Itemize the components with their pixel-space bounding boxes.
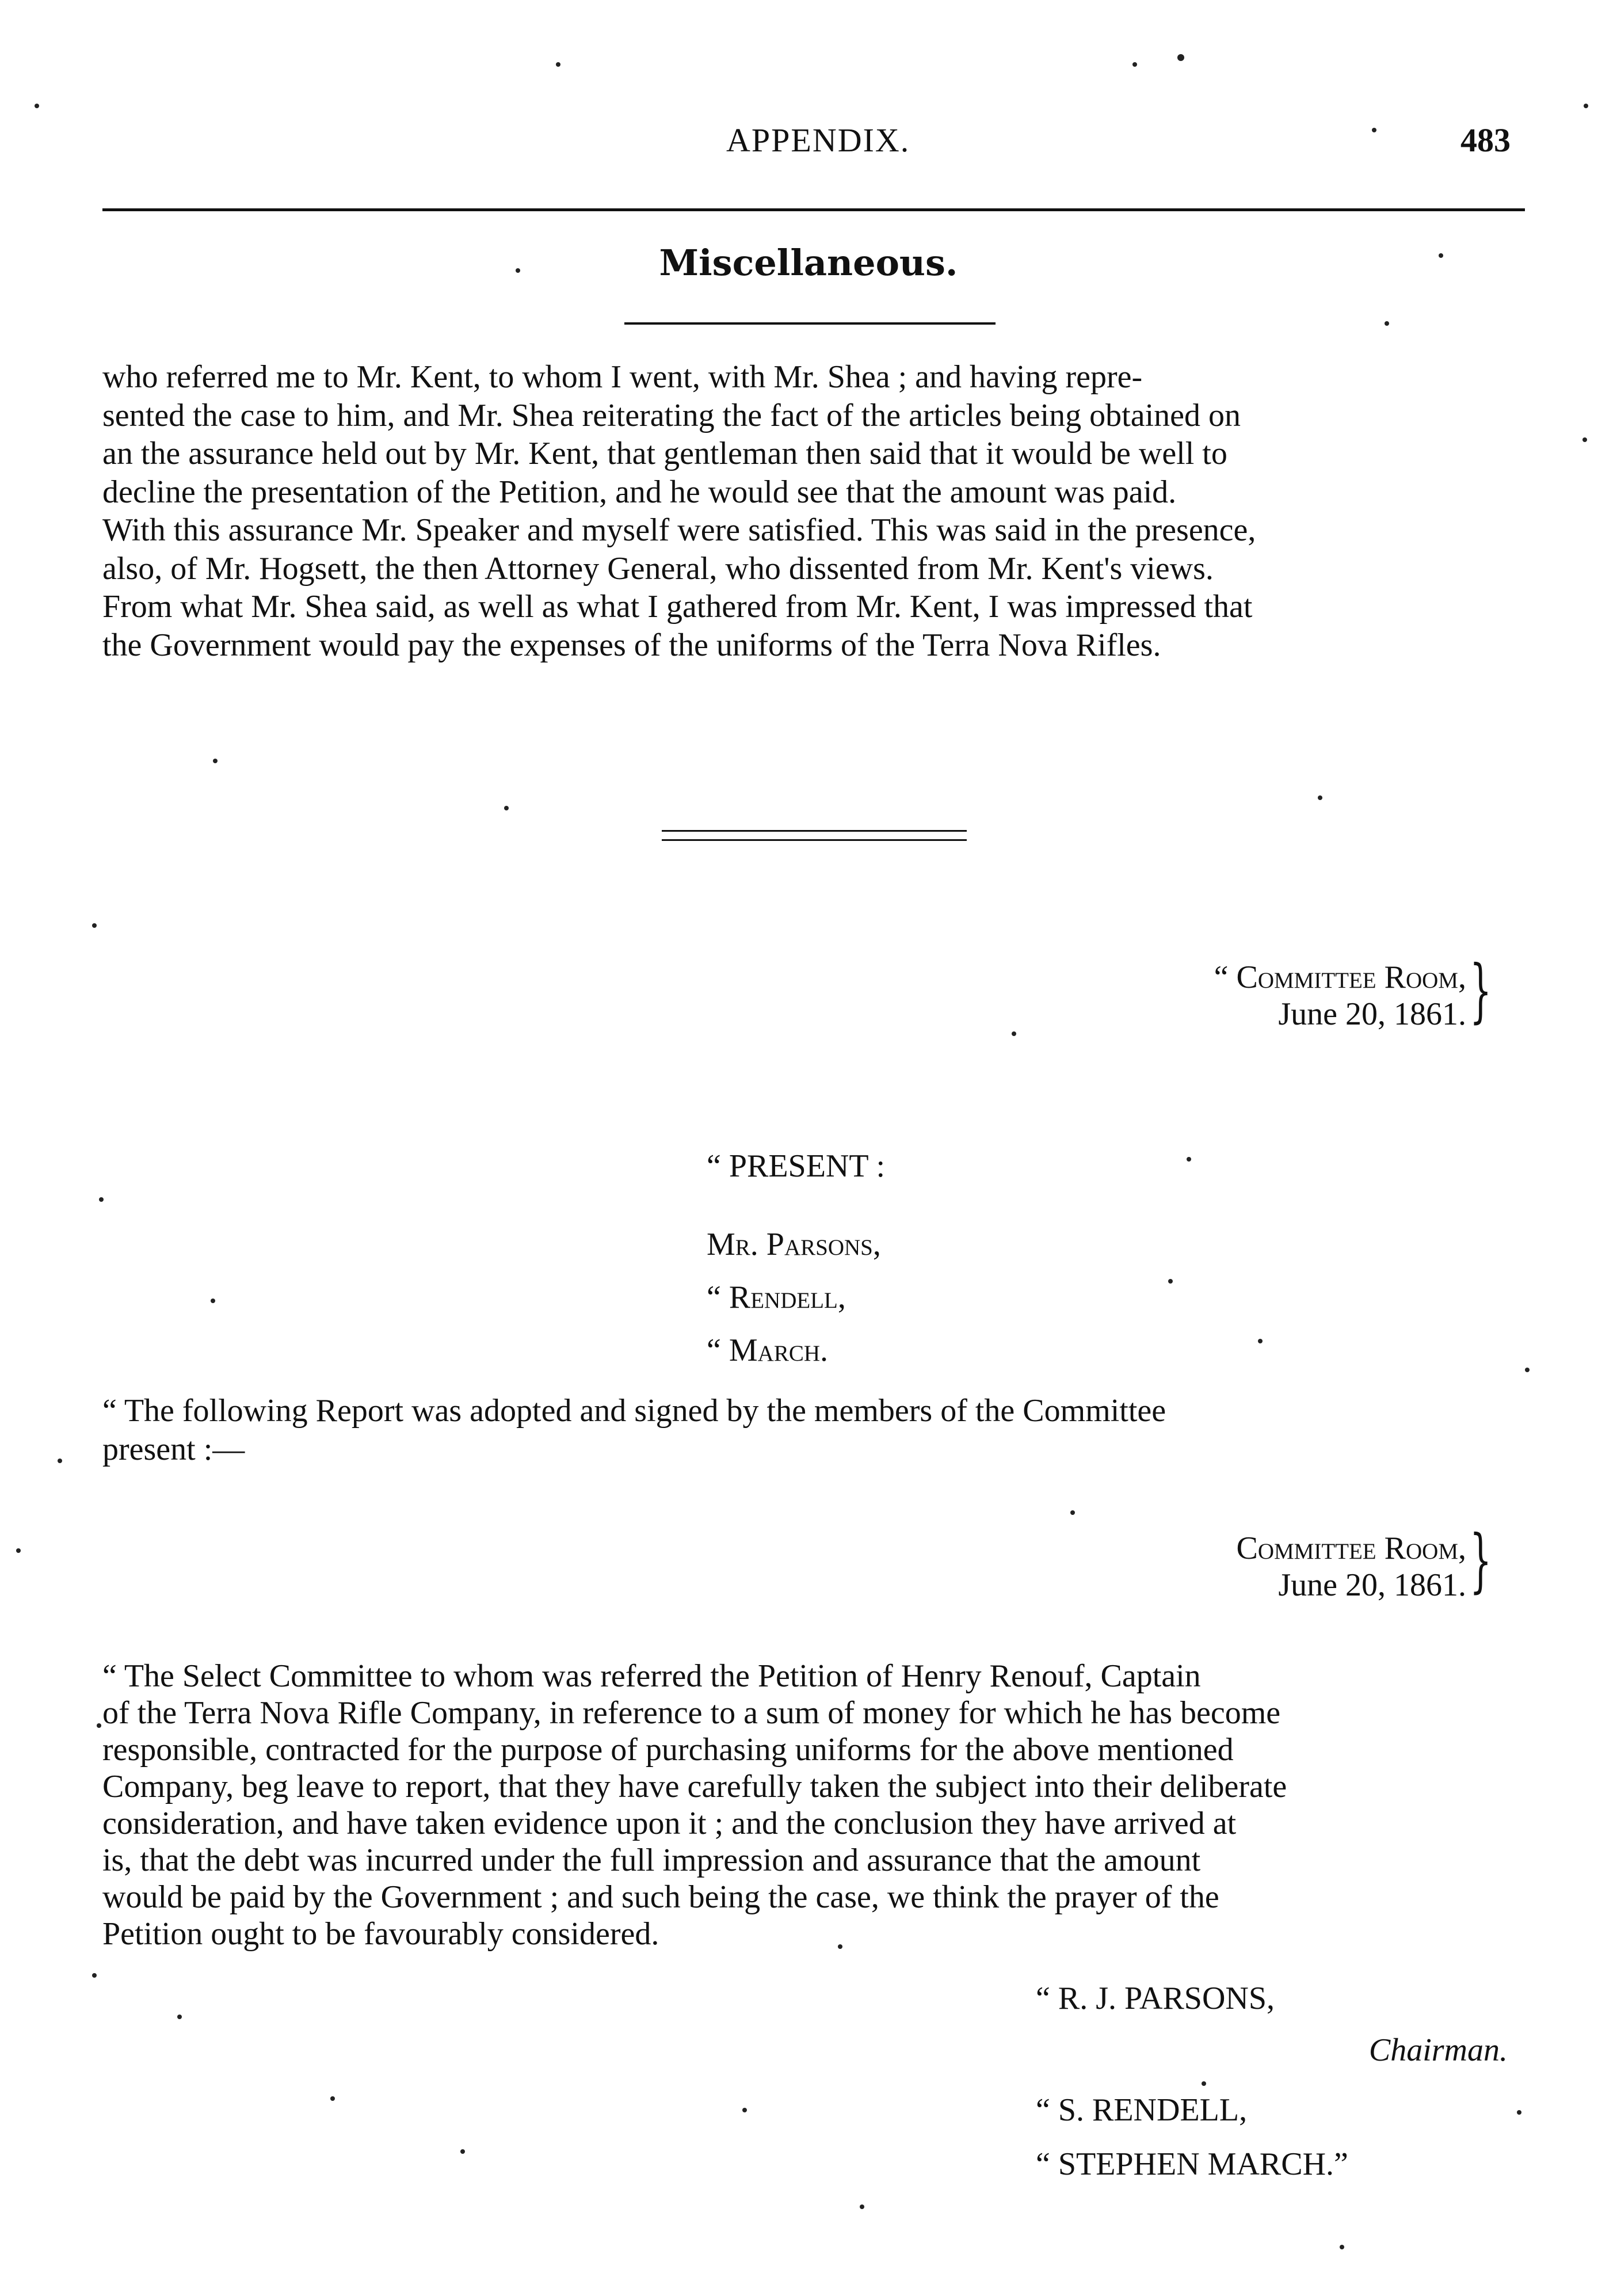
present-heading: “ PRESENT : xyxy=(707,1148,886,1184)
scan-speck xyxy=(97,1723,101,1728)
scan-speck xyxy=(330,2096,335,2101)
text-line: From what Mr. Shea said, as well as what I gathered from Mr. Kent, I was impressed that xyxy=(102,589,1253,625)
text-line: With this assurance Mr. Speaker and myself were satisfied. This was said in the presence, xyxy=(102,512,1256,548)
header-rule xyxy=(102,208,1525,211)
separator-rule-top xyxy=(662,830,967,832)
scan-speck xyxy=(1584,104,1588,108)
text-line: would be paid by the Government ; and such being the case, we think the prayer of the xyxy=(102,1879,1219,1915)
scan-speck xyxy=(1132,62,1137,67)
text-line: the Government would pay the expenses of the uniforms of the Terra Nova Rifles. xyxy=(102,627,1161,663)
scan-speck xyxy=(1168,1279,1173,1284)
section-rule xyxy=(624,322,996,325)
scan-speck xyxy=(1202,2081,1206,2086)
text-line: also, of Mr. Hogsett, the then Attorney General, who dissented from Mr. Kent's views. xyxy=(102,550,1214,587)
scan-speck xyxy=(99,1197,104,1202)
scan-speck xyxy=(1318,795,1322,800)
testimony-paragraph xyxy=(102,358,1525,664)
scan-speck xyxy=(213,759,218,763)
text-line: is, that the debt was incurred under the full impression and assurance that the amount xyxy=(102,1842,1201,1878)
text-line: Company, beg leave to report, that they have carefully taken the subject into their deliberate xyxy=(102,1769,1287,1804)
scan-speck xyxy=(1525,1368,1530,1372)
scan-speck xyxy=(1012,1031,1016,1036)
scan-speck xyxy=(1385,321,1389,326)
scan-speck xyxy=(35,104,39,108)
signature-rendell: “ S. RENDELL, xyxy=(1036,2092,1248,2128)
committee-room-dateline xyxy=(1214,959,1466,1033)
scan-speck xyxy=(1258,1339,1263,1343)
running-header-title: APPENDIX. xyxy=(726,121,910,159)
text-line: “ The Select Committee to whom was referred the Petition of Henry Renouf, Captain xyxy=(102,1658,1201,1694)
brace-glyph: } xyxy=(1470,1521,1492,1601)
chairman-title: Chairman. xyxy=(1368,2032,1508,2068)
committee-room-label: “ Committee Room, xyxy=(1214,959,1466,995)
text-line: who referred me to Mr. Kent, to whom I went, with Mr. Shea ; and having repre- xyxy=(102,359,1143,395)
scan-speck xyxy=(516,268,520,273)
scan-speck xyxy=(177,2015,182,2019)
scan-speck xyxy=(504,806,509,810)
committee-room-date: June 20, 1861. xyxy=(1278,996,1466,1032)
text-line: present :— xyxy=(102,1431,245,1467)
text-line: decline the presentation of the Petition, and he would see that the amount was paid. xyxy=(102,474,1177,510)
text-line: responsible, contracted for the purpose of purchasing uniforms for the above mentioned xyxy=(102,1732,1234,1768)
scan-speck xyxy=(58,1459,62,1463)
scan-speck xyxy=(556,62,560,67)
scan-speck xyxy=(1439,253,1443,258)
scan-speck xyxy=(92,923,97,928)
report-dateline xyxy=(1236,1530,1466,1604)
text-line: Petition ought to be favourably considered. xyxy=(102,1916,659,1952)
text-line: an the assurance held out by Mr. Kent, that gentleman then said that it would be well to xyxy=(102,436,1227,471)
scan-speck xyxy=(211,1299,215,1303)
committee-room-label: Committee Room, xyxy=(1236,1530,1466,1566)
separator-rule-bottom xyxy=(662,839,967,841)
signature-march: “ STEPHEN MARCH.” xyxy=(1036,2146,1348,2182)
scan-speck xyxy=(16,1548,21,1553)
member-name: “ March. xyxy=(707,1332,829,1368)
scan-speck xyxy=(1582,437,1587,442)
scan-speck xyxy=(460,2149,465,2154)
report-paragraph xyxy=(102,1658,1525,1952)
member-name: “ Rendell, xyxy=(707,1280,846,1315)
scan-speck xyxy=(1187,1157,1191,1162)
committee-room-date: June 20, 1861. xyxy=(1278,1567,1466,1603)
scan-speck xyxy=(1070,1510,1075,1515)
text-line: sented the case to him, and Mr. Shea reiterating the fact of the articles being obtained on xyxy=(102,397,1241,433)
scan-speck xyxy=(1340,2245,1344,2249)
member-name: Mr. Parsons, xyxy=(707,1227,881,1262)
scan-speck xyxy=(92,1973,97,1978)
text-line: “ The following Report was adopted and signed by the members of the Committee xyxy=(102,1393,1166,1429)
text-line: of the Terra Nova Rifle Company, in reference to a sum of money for which he has become xyxy=(102,1695,1281,1731)
text-line: consideration, and have taken evidence upon it ; and the conclusion they have arrived at xyxy=(102,1806,1237,1841)
scan-speck xyxy=(1177,54,1184,61)
scan-speck xyxy=(838,1944,842,1949)
page-number: 483 xyxy=(1460,121,1511,159)
scan-speck xyxy=(860,2204,864,2209)
scan-speck xyxy=(742,2108,747,2112)
scan-speck xyxy=(1517,2110,1521,2115)
signature-chairman: “ R. J. PARSONS, xyxy=(1036,1981,1275,2016)
scan-speck xyxy=(1372,128,1376,132)
brace-glyph: } xyxy=(1470,951,1492,1031)
section-title: Miscellaneous. xyxy=(659,242,958,284)
adoption-note xyxy=(102,1392,1525,1468)
